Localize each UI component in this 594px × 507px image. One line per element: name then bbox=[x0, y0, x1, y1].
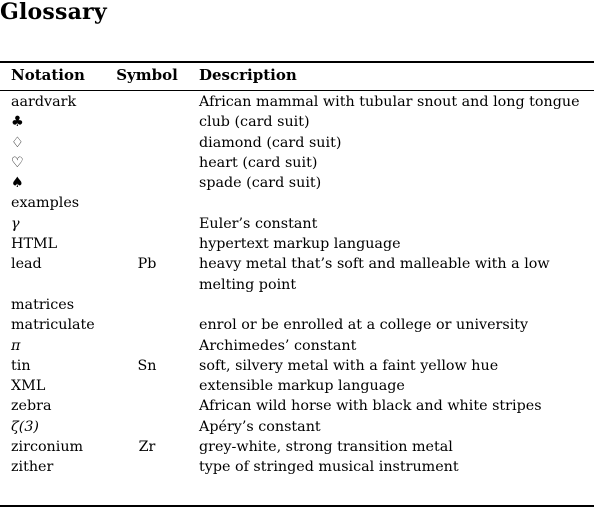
cell-description: African wild horse with black and white stripes bbox=[199, 398, 542, 415]
cell-description bbox=[199, 295, 584, 315]
cell-notation: ζ(3) bbox=[11, 418, 40, 435]
cell-notation: ♣ bbox=[11, 114, 24, 131]
cell-notation: matriculate bbox=[11, 317, 95, 334]
cell-description: grey-white, strong transition metal bbox=[199, 439, 453, 456]
cell-description: club (card suit) bbox=[199, 114, 310, 131]
header-description: Description bbox=[199, 66, 297, 84]
table-header bbox=[0, 64, 594, 86]
cell-notation: ♢ bbox=[11, 134, 24, 151]
cell-description: hypertext markup language bbox=[199, 236, 401, 253]
cell-symbol: Sn bbox=[137, 357, 157, 374]
cell-notation: zebra bbox=[11, 398, 52, 415]
table-row bbox=[0, 133, 594, 153]
cell-notation: tin bbox=[11, 357, 31, 374]
cell-symbol: Pb bbox=[137, 256, 157, 273]
cell-description: diamond (card suit) bbox=[199, 134, 342, 151]
cell-notation: π bbox=[11, 337, 21, 354]
table-row bbox=[0, 437, 594, 457]
cell-notation: lead bbox=[11, 256, 42, 273]
cell-description: heavy metal that’s soft and malleable with a low melting point bbox=[199, 256, 550, 293]
table-row bbox=[0, 234, 594, 254]
table-row bbox=[0, 376, 594, 396]
table-row bbox=[0, 356, 594, 376]
table-row bbox=[0, 336, 594, 356]
table-header-rule bbox=[0, 90, 594, 91]
cell-notation: aardvark bbox=[11, 94, 77, 110]
table-row bbox=[0, 153, 594, 173]
cell-notation: matrices bbox=[11, 296, 75, 313]
cell-description: extensible markup language bbox=[199, 378, 405, 395]
table-row bbox=[0, 214, 594, 234]
cell-description: soft, silvery metal with a faint yellow hue bbox=[199, 357, 499, 374]
header-symbol: Symbol bbox=[116, 66, 178, 84]
cell-description: Archimedes’ constant bbox=[199, 337, 357, 354]
cell-notation: zither bbox=[11, 459, 54, 476]
cell-description: heart (card suit) bbox=[199, 154, 318, 171]
cell-description: Euler’s constant bbox=[199, 215, 318, 232]
table-row bbox=[0, 457, 594, 477]
cell-notation: zirconium bbox=[11, 439, 84, 456]
table-row bbox=[0, 417, 594, 437]
cell-description: Apéry’s constant bbox=[199, 418, 321, 435]
glossary-table-body bbox=[0, 92, 594, 478]
table-row bbox=[0, 92, 594, 112]
cell-description bbox=[199, 193, 584, 213]
table-top-rule bbox=[0, 61, 594, 63]
cell-description: spade (card suit) bbox=[199, 175, 322, 192]
cell-notation: ♠ bbox=[11, 175, 24, 192]
table-row bbox=[0, 254, 594, 295]
cell-symbol: Zr bbox=[138, 439, 156, 456]
cell-description: enrol or be enrolled at a college or university bbox=[199, 317, 529, 334]
page-title: Glossary bbox=[0, 0, 107, 25]
table-row bbox=[0, 315, 594, 335]
table-row bbox=[0, 396, 594, 416]
header-notation: Notation bbox=[11, 66, 85, 84]
table-row bbox=[0, 173, 594, 193]
cell-notation: ♡ bbox=[11, 154, 24, 171]
table-row bbox=[0, 295, 594, 315]
cell-notation: γ bbox=[11, 215, 20, 232]
cell-description: African mammal with tubular snout and long tongue bbox=[199, 94, 580, 110]
table-row bbox=[0, 112, 594, 132]
cell-description: type of stringed musical instrument bbox=[199, 459, 459, 476]
cell-notation: examples bbox=[11, 195, 80, 212]
cell-notation: HTML bbox=[11, 236, 58, 253]
table-row bbox=[0, 193, 594, 213]
cell-notation: XML bbox=[11, 378, 46, 395]
